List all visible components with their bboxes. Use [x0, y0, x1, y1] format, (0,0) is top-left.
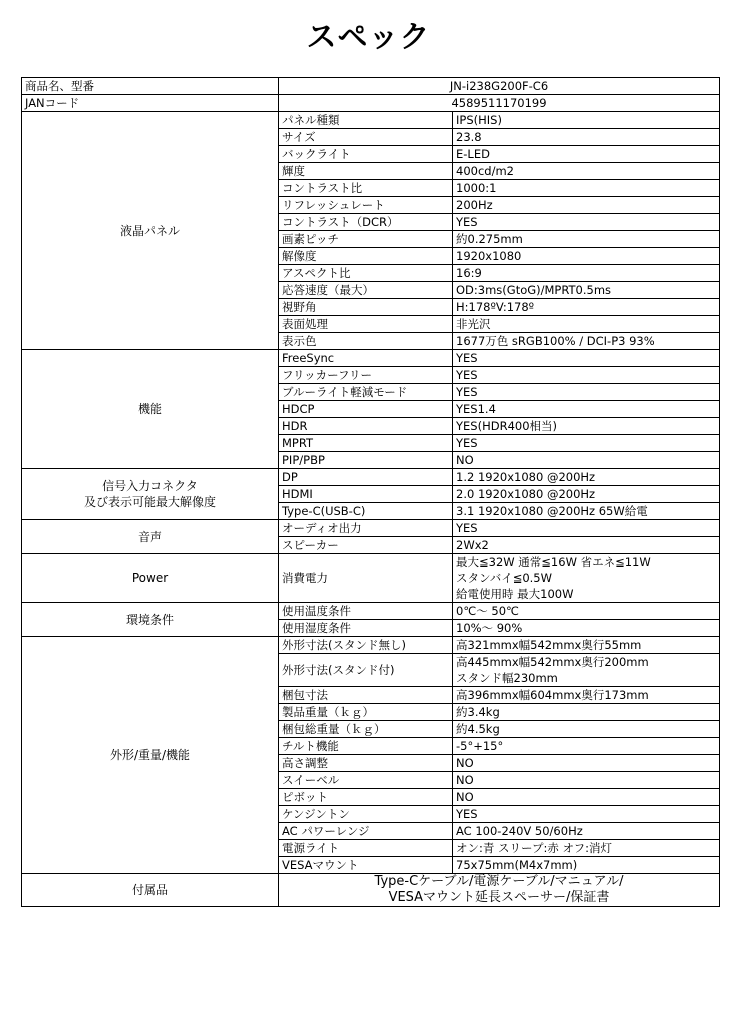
accessories-label: 付属品 — [131, 883, 168, 897]
spec-label-cell — [279, 603, 453, 620]
spec-label-cell — [279, 637, 453, 654]
spec-value: 高445mmx幅542mmx奥行200mm — [456, 655, 649, 669]
spec-label: 消費電力 — [282, 571, 328, 585]
table-row — [22, 554, 720, 603]
spec-label-cell — [279, 620, 453, 637]
spec-value-cell — [453, 704, 720, 721]
spec-label-cell — [279, 687, 453, 704]
spec-label-cell — [279, 554, 453, 603]
table-row — [22, 520, 720, 537]
spec-label-cell — [279, 503, 453, 520]
spec-value: YES1.4 — [456, 402, 496, 416]
spec-value-cell — [453, 384, 720, 401]
spec-value-cell — [453, 687, 720, 704]
spec-label-cell — [279, 738, 453, 755]
spec-label: FreeSync — [282, 351, 335, 365]
spec-label: スイーベル — [282, 773, 340, 787]
spec-value: YES — [456, 521, 478, 535]
spec-label: 使用湿度条件 — [282, 621, 351, 635]
spec-value-cell — [453, 755, 720, 772]
category-name: Power — [131, 571, 169, 585]
spec-label: リフレッシュレート — [282, 198, 385, 212]
spec-label-cell — [279, 299, 453, 316]
spec-label-cell — [279, 654, 453, 687]
spec-label: 外形寸法(スタンド無し) — [282, 638, 406, 652]
accessories-line: Type-Cケーブル/電源ケーブル/マニュアル/ — [374, 874, 624, 889]
spec-label: 梱包寸法 — [282, 688, 328, 702]
category-name: 外形/重量/機能 — [109, 748, 191, 762]
spec-label: 使用温度条件 — [282, 604, 351, 618]
spec-label: 製品重量（ｋｇ） — [282, 705, 374, 719]
header-label: 商品名、型番 — [25, 79, 94, 93]
spec-value-cell — [453, 772, 720, 789]
spec-label-cell — [279, 789, 453, 806]
table-row — [22, 637, 720, 654]
spec-label: 表示色 — [282, 334, 317, 348]
accessories-label-cell — [22, 874, 279, 907]
spec-label: オーディオ出力 — [282, 521, 362, 535]
spec-value: 1000:1 — [456, 181, 497, 195]
spec-value-cell — [453, 554, 720, 603]
spec-value: NO — [456, 453, 474, 467]
spec-label: 高さ調整 — [282, 756, 328, 770]
spec-value-cell — [453, 180, 720, 197]
spec-value-cell — [453, 265, 720, 282]
spec-value-cell — [453, 452, 720, 469]
spec-value-cell — [453, 857, 720, 874]
spec-value: 16:9 — [456, 266, 482, 280]
spec-label-cell — [279, 112, 453, 129]
spec-value: 23.8 — [456, 130, 482, 144]
spec-value: YES — [456, 436, 478, 450]
header-value: 4589511170199 — [451, 96, 547, 110]
spec-value-cell — [453, 840, 720, 857]
spec-value-cell — [453, 418, 720, 435]
spec-label-cell — [279, 316, 453, 333]
spec-label-cell — [279, 163, 453, 180]
spec-value-cell — [453, 248, 720, 265]
category-cell — [22, 520, 279, 554]
category-cell — [22, 637, 279, 874]
header-label: JANコード — [25, 96, 80, 110]
spec-label: 画素ピッチ — [282, 232, 340, 246]
spec-label: MPRT — [282, 436, 314, 450]
spec-label: DP — [282, 470, 298, 484]
page-title: スペック — [306, 20, 431, 55]
spec-label-cell — [279, 180, 453, 197]
spec-value: YES — [456, 351, 478, 365]
spec-label-cell — [279, 418, 453, 435]
spec-label: Type-C(USB-C) — [282, 504, 366, 518]
header-row — [22, 78, 720, 95]
spec-value: 2Wx2 — [456, 538, 489, 552]
spec-value-cell — [453, 367, 720, 384]
table-row — [22, 469, 720, 486]
header-label-cell — [22, 95, 279, 112]
spec-value-cell — [453, 738, 720, 755]
spec-value-cell — [453, 299, 720, 316]
spec-label: 解像度 — [282, 249, 317, 263]
header-label-cell — [22, 78, 279, 95]
spec-value: 給電使用時 最大100W — [456, 587, 574, 601]
spec-label-cell — [279, 486, 453, 503]
spec-label-cell — [279, 384, 453, 401]
spec-value: 75x75mm(M4x7mm) — [456, 858, 578, 872]
spec-label-cell — [279, 401, 453, 418]
category-name: 液晶パネル — [119, 223, 180, 238]
spec-value: YES — [456, 807, 478, 821]
spec-value-cell — [453, 486, 720, 503]
spec-value: オン:青 スリープ:赤 オフ:消灯 — [456, 841, 613, 855]
spec-value: 0℃～ 50℃ — [456, 604, 519, 618]
category-cell — [22, 350, 279, 469]
spec-value: YES — [456, 215, 478, 229]
spec-label-cell — [279, 265, 453, 282]
spec-label: HDMI — [282, 487, 313, 501]
spec-value-cell — [453, 503, 720, 520]
spec-label-cell — [279, 537, 453, 554]
accessories-row — [22, 874, 720, 907]
spec-label: 輝度 — [282, 164, 305, 178]
category-cell — [22, 469, 279, 520]
accessories-value-cell — [279, 874, 720, 907]
spec-label: HDCP — [282, 402, 315, 416]
spec-label: 表面処理 — [282, 317, 328, 331]
spec-label-cell — [279, 197, 453, 214]
spec-label-cell — [279, 435, 453, 452]
spec-value: 10%～ 90% — [456, 621, 523, 635]
category-cell — [22, 112, 279, 350]
category-cell — [22, 603, 279, 637]
spec-label-cell — [279, 367, 453, 384]
table-row — [22, 603, 720, 620]
spec-label-cell — [279, 452, 453, 469]
spec-value: 最大≦32W 通常≦16W 省エネ≦11W — [456, 555, 651, 569]
header-value-cell — [279, 95, 720, 112]
spec-value: 非光沢 — [456, 317, 491, 331]
header-row — [22, 95, 720, 112]
category-name: 環境条件 — [125, 612, 174, 627]
spec-label: スピーカー — [282, 538, 339, 552]
spec-label-cell — [279, 214, 453, 231]
spec-value: 約4.5kg — [456, 722, 500, 736]
spec-label: コントラスト（DCR） — [282, 215, 399, 229]
spec-value: YES — [456, 368, 478, 382]
spec-value: 約0.275mm — [456, 232, 523, 246]
spec-label: パネル種類 — [282, 113, 340, 127]
spec-label: フリッカーフリー — [282, 368, 373, 382]
spec-value: NO — [456, 756, 474, 770]
spec-label-cell — [279, 350, 453, 367]
spec-value-cell — [453, 654, 720, 687]
spec-value: 2.0 1920x1080 @200Hz — [456, 487, 596, 501]
spec-value: AC 100-240V 50/60Hz — [456, 824, 583, 838]
spec-table — [21, 77, 720, 907]
spec-value-cell — [453, 350, 720, 367]
spec-label: 応答速度（最大） — [282, 283, 374, 297]
spec-label-cell — [279, 231, 453, 248]
spec-label: ケンジントン — [282, 807, 350, 821]
category-cell — [22, 554, 279, 603]
spec-label: 外形寸法(スタンド付) — [282, 663, 395, 677]
table-row — [22, 112, 720, 129]
spec-value-cell — [453, 537, 720, 554]
spec-label-cell — [279, 129, 453, 146]
spec-value-cell — [453, 129, 720, 146]
spec-label: ブルーライト軽減モード — [282, 385, 408, 399]
spec-label-cell — [279, 772, 453, 789]
spec-label-cell — [279, 857, 453, 874]
category-name: 信号入力コネクタ — [102, 479, 198, 493]
spec-label: バックライト — [282, 147, 351, 161]
spec-value-cell — [453, 197, 720, 214]
spec-label-cell — [279, 704, 453, 721]
spec-label: AC パワーレンジ — [282, 824, 370, 838]
spec-value: -5°+15° — [456, 739, 504, 753]
spec-value: 高321mmx幅542mmx奥行55mm — [456, 638, 642, 652]
spec-value: H:178ºV:178º — [456, 300, 535, 314]
spec-label-cell — [279, 248, 453, 265]
spec-value-cell — [453, 435, 720, 452]
spec-value: スタンド幅230mm — [456, 671, 558, 685]
spec-label: コントラスト比 — [282, 181, 363, 195]
spec-value-cell — [453, 637, 720, 654]
category-name: 及び表示可能最大解像度 — [83, 495, 216, 509]
spec-value: 3.1 1920x1080 @200Hz 65W給電 — [456, 504, 648, 518]
spec-value: 200Hz — [456, 198, 493, 212]
spec-label-cell — [279, 333, 453, 350]
spec-label-cell — [279, 520, 453, 537]
spec-value-cell — [453, 469, 720, 486]
category-name: 機能 — [137, 402, 162, 416]
accessories-line: VESAマウント延長スペーサー/保証書 — [388, 890, 610, 905]
spec-value-cell — [453, 789, 720, 806]
spec-value: 400cd/m2 — [456, 164, 514, 178]
table-row — [22, 350, 720, 367]
spec-value: 1677万色 sRGB100% / DCI-P3 93% — [456, 334, 655, 348]
spec-label: アスペクト比 — [282, 266, 351, 280]
spec-label-cell — [279, 806, 453, 823]
spec-value-cell — [453, 806, 720, 823]
spec-value-cell — [453, 823, 720, 840]
spec-value: 1920x1080 — [456, 249, 522, 263]
spec-label: 梱包総重量（ｋｇ） — [282, 722, 386, 736]
spec-label-cell — [279, 823, 453, 840]
spec-label: 電源ライト — [282, 841, 340, 855]
spec-label: サイズ — [282, 130, 316, 144]
spec-value: OD:3ms(GtoG)/MPRT0.5ms — [456, 283, 612, 297]
spec-value-cell — [453, 520, 720, 537]
spec-value: YES(HDR400相当) — [456, 419, 558, 433]
spec-value: NO — [456, 790, 474, 804]
spec-value: 1.2 1920x1080 @200Hz — [456, 470, 596, 484]
header-value: JN-i238G200F-C6 — [449, 79, 549, 93]
spec-label-cell — [279, 755, 453, 772]
spec-label: チルト機能 — [282, 739, 339, 753]
spec-value-cell — [453, 721, 720, 738]
header-value-cell — [279, 78, 720, 95]
spec-value: IPS(HIS) — [456, 113, 502, 127]
spec-value-cell — [453, 620, 720, 637]
spec-value: スタンバイ≦0.5W — [456, 571, 552, 585]
spec-value-cell — [453, 603, 720, 620]
spec-value: 高396mmx幅604mmx奥行173mm — [456, 688, 649, 702]
spec-value-cell — [453, 401, 720, 418]
spec-label: VESAマウント — [282, 858, 359, 872]
spec-label-cell — [279, 282, 453, 299]
spec-value-cell — [453, 214, 720, 231]
spec-value: NO — [456, 773, 474, 787]
spec-label-cell — [279, 840, 453, 857]
spec-value-cell — [453, 112, 720, 129]
spec-value-cell — [453, 333, 720, 350]
spec-label: ピボット — [282, 790, 328, 804]
spec-label: HDR — [282, 419, 308, 433]
spec-label-cell — [279, 721, 453, 738]
spec-label: PIP/PBP — [282, 453, 325, 467]
spec-value: YES — [456, 385, 478, 399]
spec-value-cell — [453, 282, 720, 299]
spec-value: 約3.4kg — [456, 705, 500, 719]
spec-value-cell — [453, 146, 720, 163]
category-name: 音声 — [137, 529, 162, 544]
spec-label-cell — [279, 146, 453, 163]
spec-value-cell — [453, 316, 720, 333]
spec-value-cell — [453, 163, 720, 180]
spec-value: E-LED — [456, 147, 490, 161]
spec-label: 視野角 — [282, 300, 317, 314]
spec-label-cell — [279, 469, 453, 486]
spec-value-cell — [453, 231, 720, 248]
